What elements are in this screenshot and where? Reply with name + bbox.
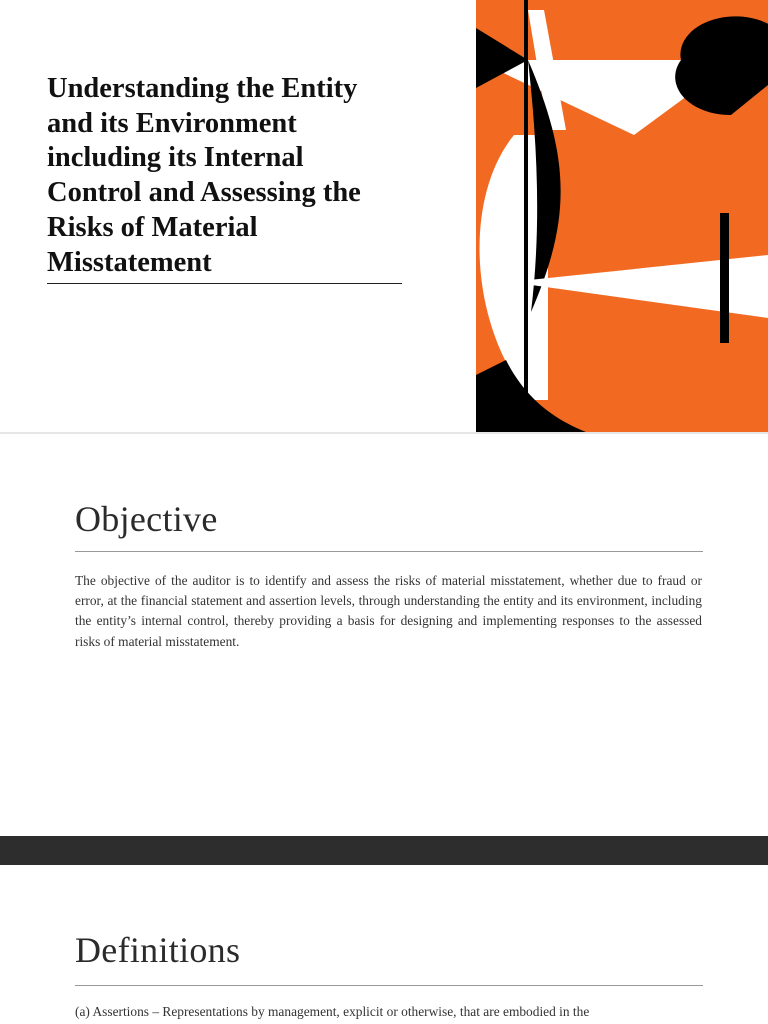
definitions-body: (a) Assertions – Representations by management, explicit or otherwise, that are embodied in the: [75, 1004, 590, 1019]
title-line: Risks of Material: [47, 211, 258, 243]
art-black-vertical-line: [524, 0, 528, 432]
objective-body: The objective of the auditor is to identify and assess the risks of material misstatement, whether due to fraud or error, at the financial statement and assertion levels, through understanding the entity and its environment, including the entity’s internal control, thereby providing a basis for designing and implementing responses to the assessed risks of material misstatement.: [75, 573, 702, 649]
title-line: Misstatement: [47, 246, 212, 278]
slide-gap-bar: [0, 836, 768, 865]
slide-title: [47, 72, 407, 280]
title-line: including its Internal: [47, 142, 304, 174]
title-line: and its Environment: [47, 107, 297, 139]
definitions-heading: Definitions: [75, 930, 241, 970]
heading-rule: [75, 551, 703, 552]
definitions-slide: [0, 865, 768, 1024]
heading-rule: [75, 985, 703, 986]
objective-heading: Objective: [75, 499, 218, 539]
objective-slide: [0, 434, 768, 836]
title-slide: [0, 0, 768, 432]
title-underline: [47, 283, 402, 284]
art-black-vertical-bar: [720, 213, 729, 343]
abstract-art-image: [476, 0, 768, 432]
title-line: Understanding the Entity: [47, 73, 358, 104]
title-line: Control and Assessing the: [47, 177, 361, 209]
